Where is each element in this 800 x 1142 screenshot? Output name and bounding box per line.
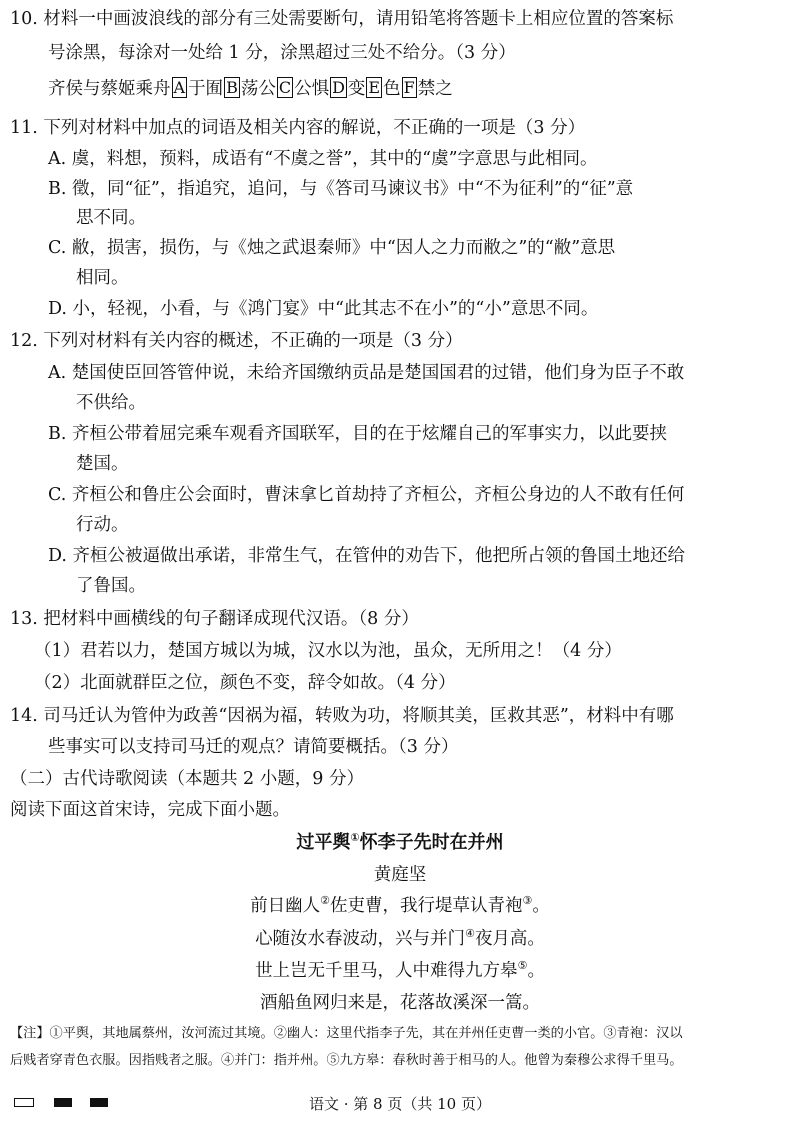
q13-sentence-2: （2）北面就群臣之位，颜色不变，辞令如故。（4 分） (34, 673, 456, 693)
poem-line-4: 酒船鱼网归来是，花落故溪深一篙。 (260, 993, 540, 1013)
seg-6: 禁之 (417, 79, 453, 99)
mark-a: A (173, 78, 186, 97)
notes-line-2: 后贱者穿青色衣服。因指贱者之服。④并门：指并州。⑤九方皋：春秋时善于相马的人。他曾为秦穆公求得千里马。 (10, 1053, 683, 1068)
q11-stem: 11. 下列对材料中加点的词语及相关内容的解说，不正确的一项是（3 分） (10, 118, 586, 138)
poem-line-3-a: 世上岂无千里马，人中难得九方皋 (255, 961, 518, 981)
seg-4: 变 (347, 79, 366, 99)
poem-line-2-a: 心随汝水春波动，兴与并门 (255, 929, 466, 949)
seg-0: 齐侯与蔡姬乘舟 (48, 79, 171, 99)
poem-line-1-c: 。 (532, 896, 550, 916)
q10-line2: 号涂黑，每涂对一处给 1 分，涂黑超过三处不给分。（3 分） (48, 43, 516, 63)
q12-option-a-line1: A. 楚国使臣回答管仲说，未给齐国缴纳贡品是楚国国君的过错，他们身为臣子不敢 (48, 363, 685, 383)
poem-title-part-a: 过平舆 (296, 832, 351, 853)
seg-1: 于囿 (188, 79, 224, 99)
note-ref-4: ④ (465, 927, 475, 940)
poem-author: 黄庭坚 (373, 865, 427, 885)
poem-line-1-b: 佐吏曹，我行堤草认青袍 (330, 896, 523, 916)
mark-e: E (368, 78, 381, 97)
q11-option-a: A. 虞，料想，预料，成语有“不虞之誉”，其中的“虞”字意思与此相同。 (48, 149, 598, 169)
q12-stem: 12. 下列对材料有关内容的概述，不正确的一项是（3 分） (10, 331, 463, 351)
poem-line-1-a: 前日幽人 (250, 896, 321, 916)
seg-2: 荡公 (240, 79, 276, 99)
poem-line-2 (0, 926, 800, 952)
poem-line-1 (0, 893, 800, 919)
poem-line-3-b: 。 (527, 961, 545, 981)
mark-f: F (403, 78, 415, 97)
q13-stem: 13. 把材料中画横线的句子翻译成现代汉语。（8 分） (10, 609, 419, 629)
mark-d: D (332, 78, 345, 97)
q12-option-a-line2: 不供给。 (76, 393, 146, 413)
section-heading: （二）古代诗歌阅读（本题共 2 小题，9 分） (10, 769, 364, 789)
q12-option-b-line1: B. 齐桓公带着屈完乘车观看齐国联军，目的在于炫耀自己的军事实力，以此要挟 (48, 424, 667, 444)
q11-option-c-line2: 相同。 (76, 268, 129, 288)
poem-title (0, 830, 800, 856)
seg-3: 公惧 (294, 79, 330, 99)
poem-title-part-b: 怀李子先时在并州 (359, 832, 504, 853)
section-intro: 阅读下面这首宋诗，完成下面小题。 (10, 800, 290, 820)
notes-line-1: 【注】①平舆，其地属蔡州，汝河流过其境。②幽人：这里代指李子先，其在并州任吏曹一类的小官。③青袍：汉以 (10, 1026, 683, 1041)
mark-b: B (226, 78, 238, 97)
q14-line1: 14. 司马迁认为管仲为政善“因祸为福，转败为功，将顺其美，匡救其恶”，材料中有哪 (10, 706, 674, 726)
q10-segment-line (48, 76, 453, 102)
q11-option-b-line1: B. 徵，同“征”，指追究，追问，与《答司马谏议书》中“不为征利”的“征”意 (48, 179, 634, 199)
note-ref-5: ⑤ (517, 959, 528, 972)
q12-option-c-line1: C. 齐桓公和鲁庄公会面时，曹沫拿匕首劫持了齐桓公，齐桓公身边的人不敢有任何 (48, 485, 685, 505)
q11-option-d: D. 小，轻视，小看，与《鸿门宴》中“此其志不在小”的“小”意思不同。 (48, 299, 599, 319)
note-ref-3: ③ (522, 894, 533, 907)
mark-c: C (278, 78, 292, 97)
q14-line2: 些事实可以支持司马迁的观点？请简要概括。（3 分） (48, 737, 459, 757)
q13-sentence-1: （1）君若以力，楚国方城以为城，汉水以为池，虽众，无所用之！（4 分） (34, 641, 622, 661)
q12-option-d-line2: 了鲁国。 (76, 576, 146, 596)
poem-line-3 (0, 958, 800, 984)
q12-option-d-line1: D. 齐桓公被逼做出承诺，非常生气，在管仲的劝告下，他把所占领的鲁国土地还给 (48, 546, 686, 566)
q12-option-b-line2: 楚国。 (76, 454, 129, 474)
page-number: 语文 · 第 8 页（共 10 页） (308, 1095, 491, 1113)
q11-option-b-line2: 思不同。 (76, 208, 146, 228)
q10-line1: 10. 材料一中画波浪线的部分有三处需要断句，请用铅笔将答题卡上相应位置的答案标 (10, 9, 674, 29)
poem-title-note-ref: ① (350, 831, 360, 844)
q11-option-c-line1: C. 敝，损害，损伤，与《烛之武退秦师》中“因人之力而敝之”的“敝”意思 (48, 238, 616, 258)
poem-line-2-b: 夜月高。 (474, 929, 545, 949)
q12-option-c-line2: 行动。 (76, 515, 129, 535)
note-ref-2: ② (320, 894, 330, 907)
seg-5: 色 (383, 79, 401, 99)
